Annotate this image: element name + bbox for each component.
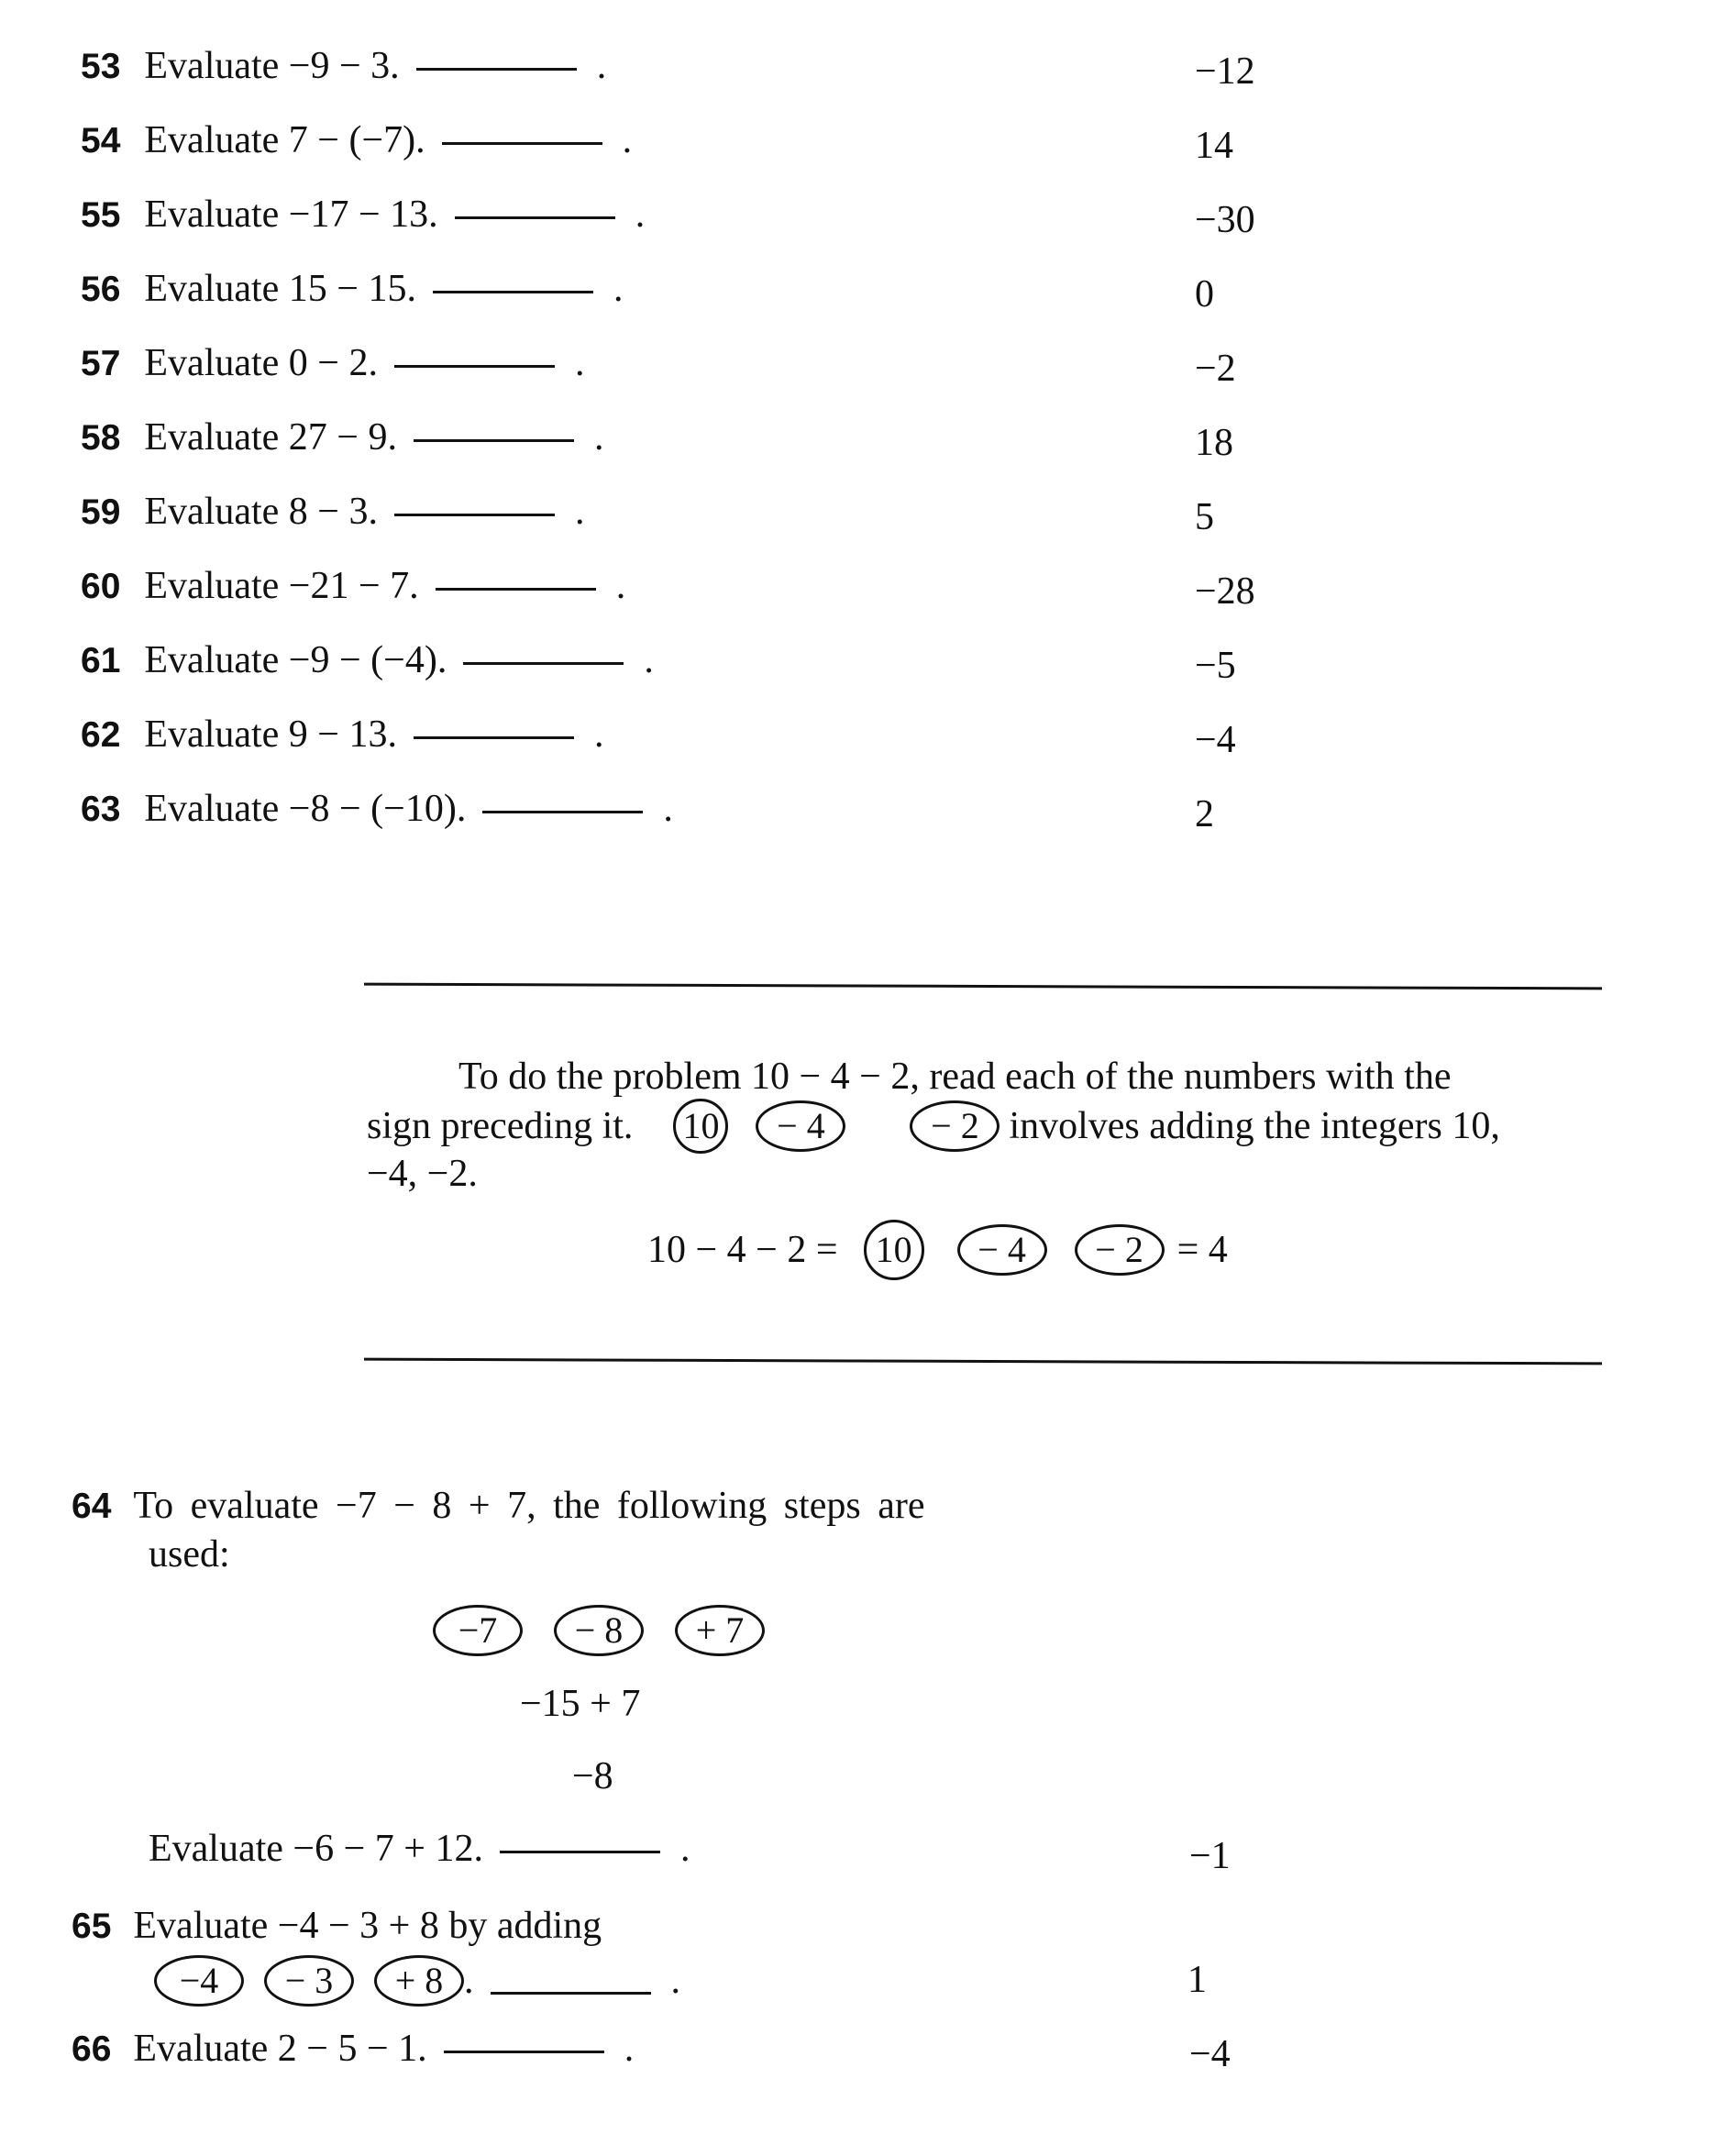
answer-blank[interactable]	[414, 736, 574, 739]
problem-row	[81, 415, 604, 459]
answer: −5	[1195, 645, 1236, 687]
answer: 18	[1195, 422, 1233, 464]
problem-row	[81, 490, 585, 534]
answer-blank[interactable]	[414, 439, 574, 442]
circled-steps	[433, 1603, 765, 1658]
problem-text: Evaluate −9 − 3.	[144, 45, 400, 87]
answer: 0	[1195, 273, 1214, 315]
answer-blank[interactable]	[463, 662, 624, 665]
circled-terms-line	[154, 1953, 680, 2008]
equation-right: = 4	[1176, 1229, 1228, 1271]
answer: −4	[1195, 719, 1236, 761]
circled-term: − 8	[554, 1605, 644, 1656]
circled-term: −7	[433, 1605, 523, 1656]
problem-text: Evaluate 2 − 5 − 1.	[133, 2028, 427, 2070]
frame-line-2	[367, 1099, 1500, 1154]
problem-number: 56	[81, 270, 121, 309]
problem-number: 65	[72, 1907, 112, 1946]
circled-term: − 4	[756, 1100, 845, 1152]
problem-text: Evaluate 0 − 2.	[144, 342, 378, 384]
problem-text: Evaluate 7 − (−7).	[144, 119, 425, 161]
problem-text: Evaluate −9 − (−4).	[144, 639, 447, 681]
period: .	[624, 2028, 635, 2070]
answer-blank[interactable]	[394, 514, 555, 516]
circled-term: − 2	[910, 1100, 1000, 1152]
period: .	[635, 193, 646, 236]
period: .	[596, 45, 607, 87]
answer-blank[interactable]	[436, 588, 596, 591]
problem-number: 61	[81, 641, 121, 680]
answer: −2	[1195, 348, 1236, 390]
problem-text: Evaluate −4 − 3 + 8 by adding	[133, 1905, 602, 1947]
period: .	[575, 342, 585, 384]
problem-text: Evaluate 27 − 9.	[144, 416, 397, 459]
answer: −1	[1189, 1835, 1231, 1877]
circled-term: + 7	[675, 1605, 765, 1656]
problem-number: 59	[81, 492, 121, 532]
period: .	[594, 416, 604, 459]
answer-blank[interactable]	[442, 142, 602, 145]
period: .	[464, 1960, 474, 2002]
circled-term: − 4	[957, 1224, 1047, 1276]
period: .	[594, 713, 604, 756]
problem-row	[81, 787, 673, 831]
circled-term: −4	[154, 1955, 244, 2007]
problem-number: 55	[81, 195, 121, 235]
problem-number: 66	[72, 2029, 112, 2069]
problem-number: 58	[81, 418, 121, 458]
period: .	[575, 491, 585, 533]
answer: 14	[1195, 125, 1233, 167]
answer-blank[interactable]	[444, 2051, 604, 2053]
period: .	[670, 1960, 680, 2002]
problem-number: 60	[81, 567, 121, 606]
frame-line-2-end: involves adding the integers 10,	[1009, 1105, 1500, 1147]
problem-text-continued: used:	[149, 1533, 230, 1576]
problem-row	[81, 638, 654, 682]
circled-term: − 2	[1075, 1224, 1165, 1276]
problem-text: Evaluate 9 − 13.	[144, 713, 397, 756]
period: .	[615, 565, 626, 607]
circled-term: 10	[864, 1220, 924, 1280]
problem-number: 63	[81, 790, 121, 829]
problem-row	[81, 193, 645, 237]
answer: −28	[1195, 570, 1255, 613]
problem-row	[81, 564, 625, 608]
problem-row	[81, 267, 624, 311]
problem-text: Evaluate 15 − 15.	[144, 268, 416, 310]
problem-row	[72, 1484, 924, 1528]
problem-row	[81, 713, 604, 757]
answer: −4	[1189, 2033, 1231, 2075]
problem-text: Evaluate −6 − 7 + 12.	[149, 1828, 483, 1870]
answer-blank[interactable]	[433, 291, 593, 293]
problem-number: 64	[72, 1487, 112, 1526]
problem-row	[72, 1904, 602, 1948]
answer: 2	[1195, 793, 1214, 835]
problem-number: 53	[81, 47, 121, 86]
problem-text: To evaluate −7 − 8 + 7, the following steps are	[133, 1485, 925, 1527]
answer: 5	[1195, 496, 1214, 538]
period: .	[679, 1828, 690, 1870]
problem-row	[81, 44, 606, 88]
answer-blank[interactable]	[500, 1851, 660, 1853]
period: .	[644, 639, 654, 681]
answer-blank[interactable]	[455, 216, 615, 219]
problem-number: 57	[81, 344, 121, 383]
problem-row	[81, 341, 585, 385]
answer-blank[interactable]	[416, 68, 577, 71]
answer-blank[interactable]	[491, 1992, 651, 1995]
problem-number: 62	[81, 715, 121, 755]
answer: 1	[1187, 1959, 1207, 2001]
period: .	[613, 268, 624, 310]
problem-text: Evaluate 8 − 3.	[144, 491, 378, 533]
answer-blank[interactable]	[394, 365, 555, 368]
circled-term: + 8	[374, 1955, 464, 2007]
frame-equation	[647, 1220, 1228, 1280]
problem-text: Evaluate −21 − 7.	[144, 565, 419, 607]
problem-text: Evaluate −8 − (−10).	[144, 788, 467, 830]
problem-row	[81, 118, 632, 162]
problem-row	[72, 2027, 634, 2071]
answer-blank[interactable]	[482, 811, 643, 813]
problem-number: 54	[81, 121, 121, 160]
frame-top-rule	[364, 983, 1602, 990]
circled-term: 10	[673, 1099, 728, 1154]
step-2: −8	[572, 1755, 613, 1797]
problem-text: Evaluate −17 − 13.	[144, 193, 438, 236]
frame-line-1: To do the problem 10 − 4 − 2, read each of the numbers with the	[458, 1056, 1452, 1098]
frame-line-2-start: sign preceding it.	[367, 1105, 634, 1147]
equation-left: 10 − 4 − 2 =	[647, 1229, 838, 1271]
period: .	[622, 119, 633, 161]
period: .	[663, 788, 673, 830]
frame-bottom-rule	[364, 1358, 1602, 1365]
answer: −12	[1195, 50, 1255, 93]
circled-term: − 3	[264, 1955, 354, 2007]
frame-line-3: −4, −2.	[367, 1153, 478, 1195]
problem-question	[149, 1827, 690, 1871]
step-1: −15 + 7	[520, 1683, 641, 1725]
answer: −30	[1195, 199, 1255, 241]
